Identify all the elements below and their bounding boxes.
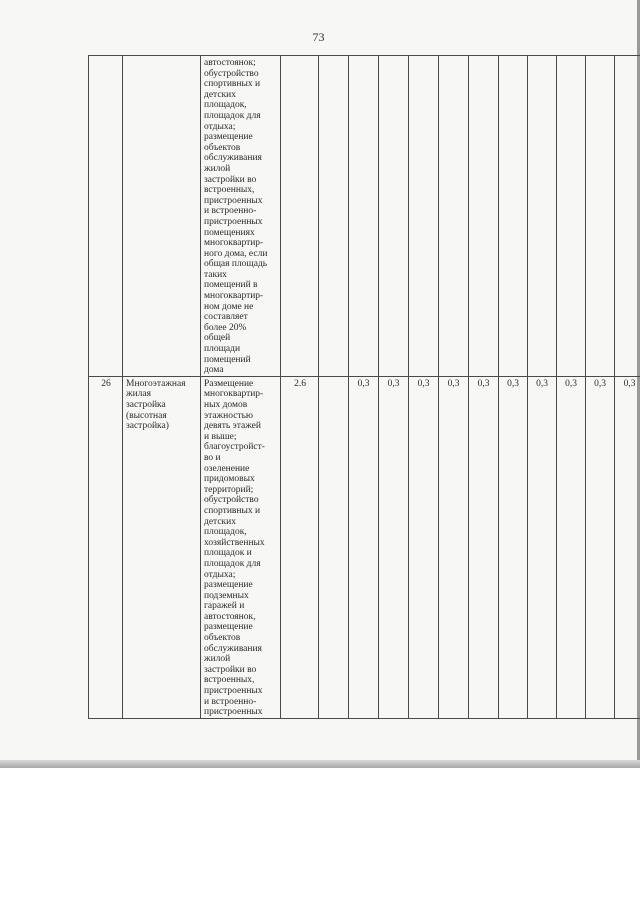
value-cell bbox=[439, 56, 469, 377]
table-row bbox=[89, 376, 640, 718]
value-cell bbox=[469, 56, 499, 377]
value-cell: 0,3 bbox=[586, 376, 615, 718]
value-cell bbox=[379, 56, 409, 377]
value-cell bbox=[319, 56, 349, 377]
value-cell bbox=[528, 56, 557, 377]
empty-cell bbox=[319, 376, 349, 718]
value-cell bbox=[409, 56, 439, 377]
value-cell: 0,3 bbox=[469, 376, 499, 718]
code-cell bbox=[281, 56, 319, 377]
description-cell: Размещение многоквартир- ных домов этажностью девять этажей и выше; благоустройст- во и озеленение придомовых территорий; обустройство спортивных и детских площадок, хозяйственных площадок и площадок для отдыха; размещение подземных гаражей и автостоянок, размещение объектов обслуживания жилой застройки во встроенных, пристроенных и встроенно- пристроенных bbox=[201, 376, 281, 718]
value-cell bbox=[557, 56, 586, 377]
land-use-name-cell: Многоэтажная жилая застройка (высотная застройка) bbox=[123, 376, 201, 718]
value-cell: 0,3 bbox=[557, 376, 586, 718]
row-number-cell: 26 bbox=[89, 376, 123, 718]
value-cell: 0,3 bbox=[349, 376, 379, 718]
value-cell: 0,3 bbox=[499, 376, 528, 718]
value-cell bbox=[586, 56, 615, 377]
row-number-cell bbox=[89, 56, 123, 377]
code-cell: 2.6 bbox=[281, 376, 319, 718]
land-use-name-cell bbox=[123, 56, 201, 377]
table-row bbox=[89, 56, 640, 377]
value-cell bbox=[615, 56, 640, 377]
page-number: 73 bbox=[312, 30, 325, 44]
value-cell: 0,3 bbox=[409, 376, 439, 718]
value-cell: 0,3 bbox=[528, 376, 557, 718]
regulation-table bbox=[88, 55, 640, 719]
value-cell: 0,3 bbox=[439, 376, 469, 718]
value-cell: 0,3 bbox=[615, 376, 640, 718]
value-cell bbox=[349, 56, 379, 377]
value-cell bbox=[499, 56, 528, 377]
page-edge-shadow bbox=[0, 760, 640, 768]
value-cell: 0,3 bbox=[379, 376, 409, 718]
description-cell: автостоянок; обустройство спортивных и детских площадок, площадок для отдыха; размещение объектов обслуживания жилой застройки во встроенных, пристроенных и встроенно- пристроенных помещениях многоквартир- ного дома, если общая площадь таких помещений в многоквартир- ном доме не составляет более 20% общей площади помещений дома bbox=[201, 56, 281, 377]
